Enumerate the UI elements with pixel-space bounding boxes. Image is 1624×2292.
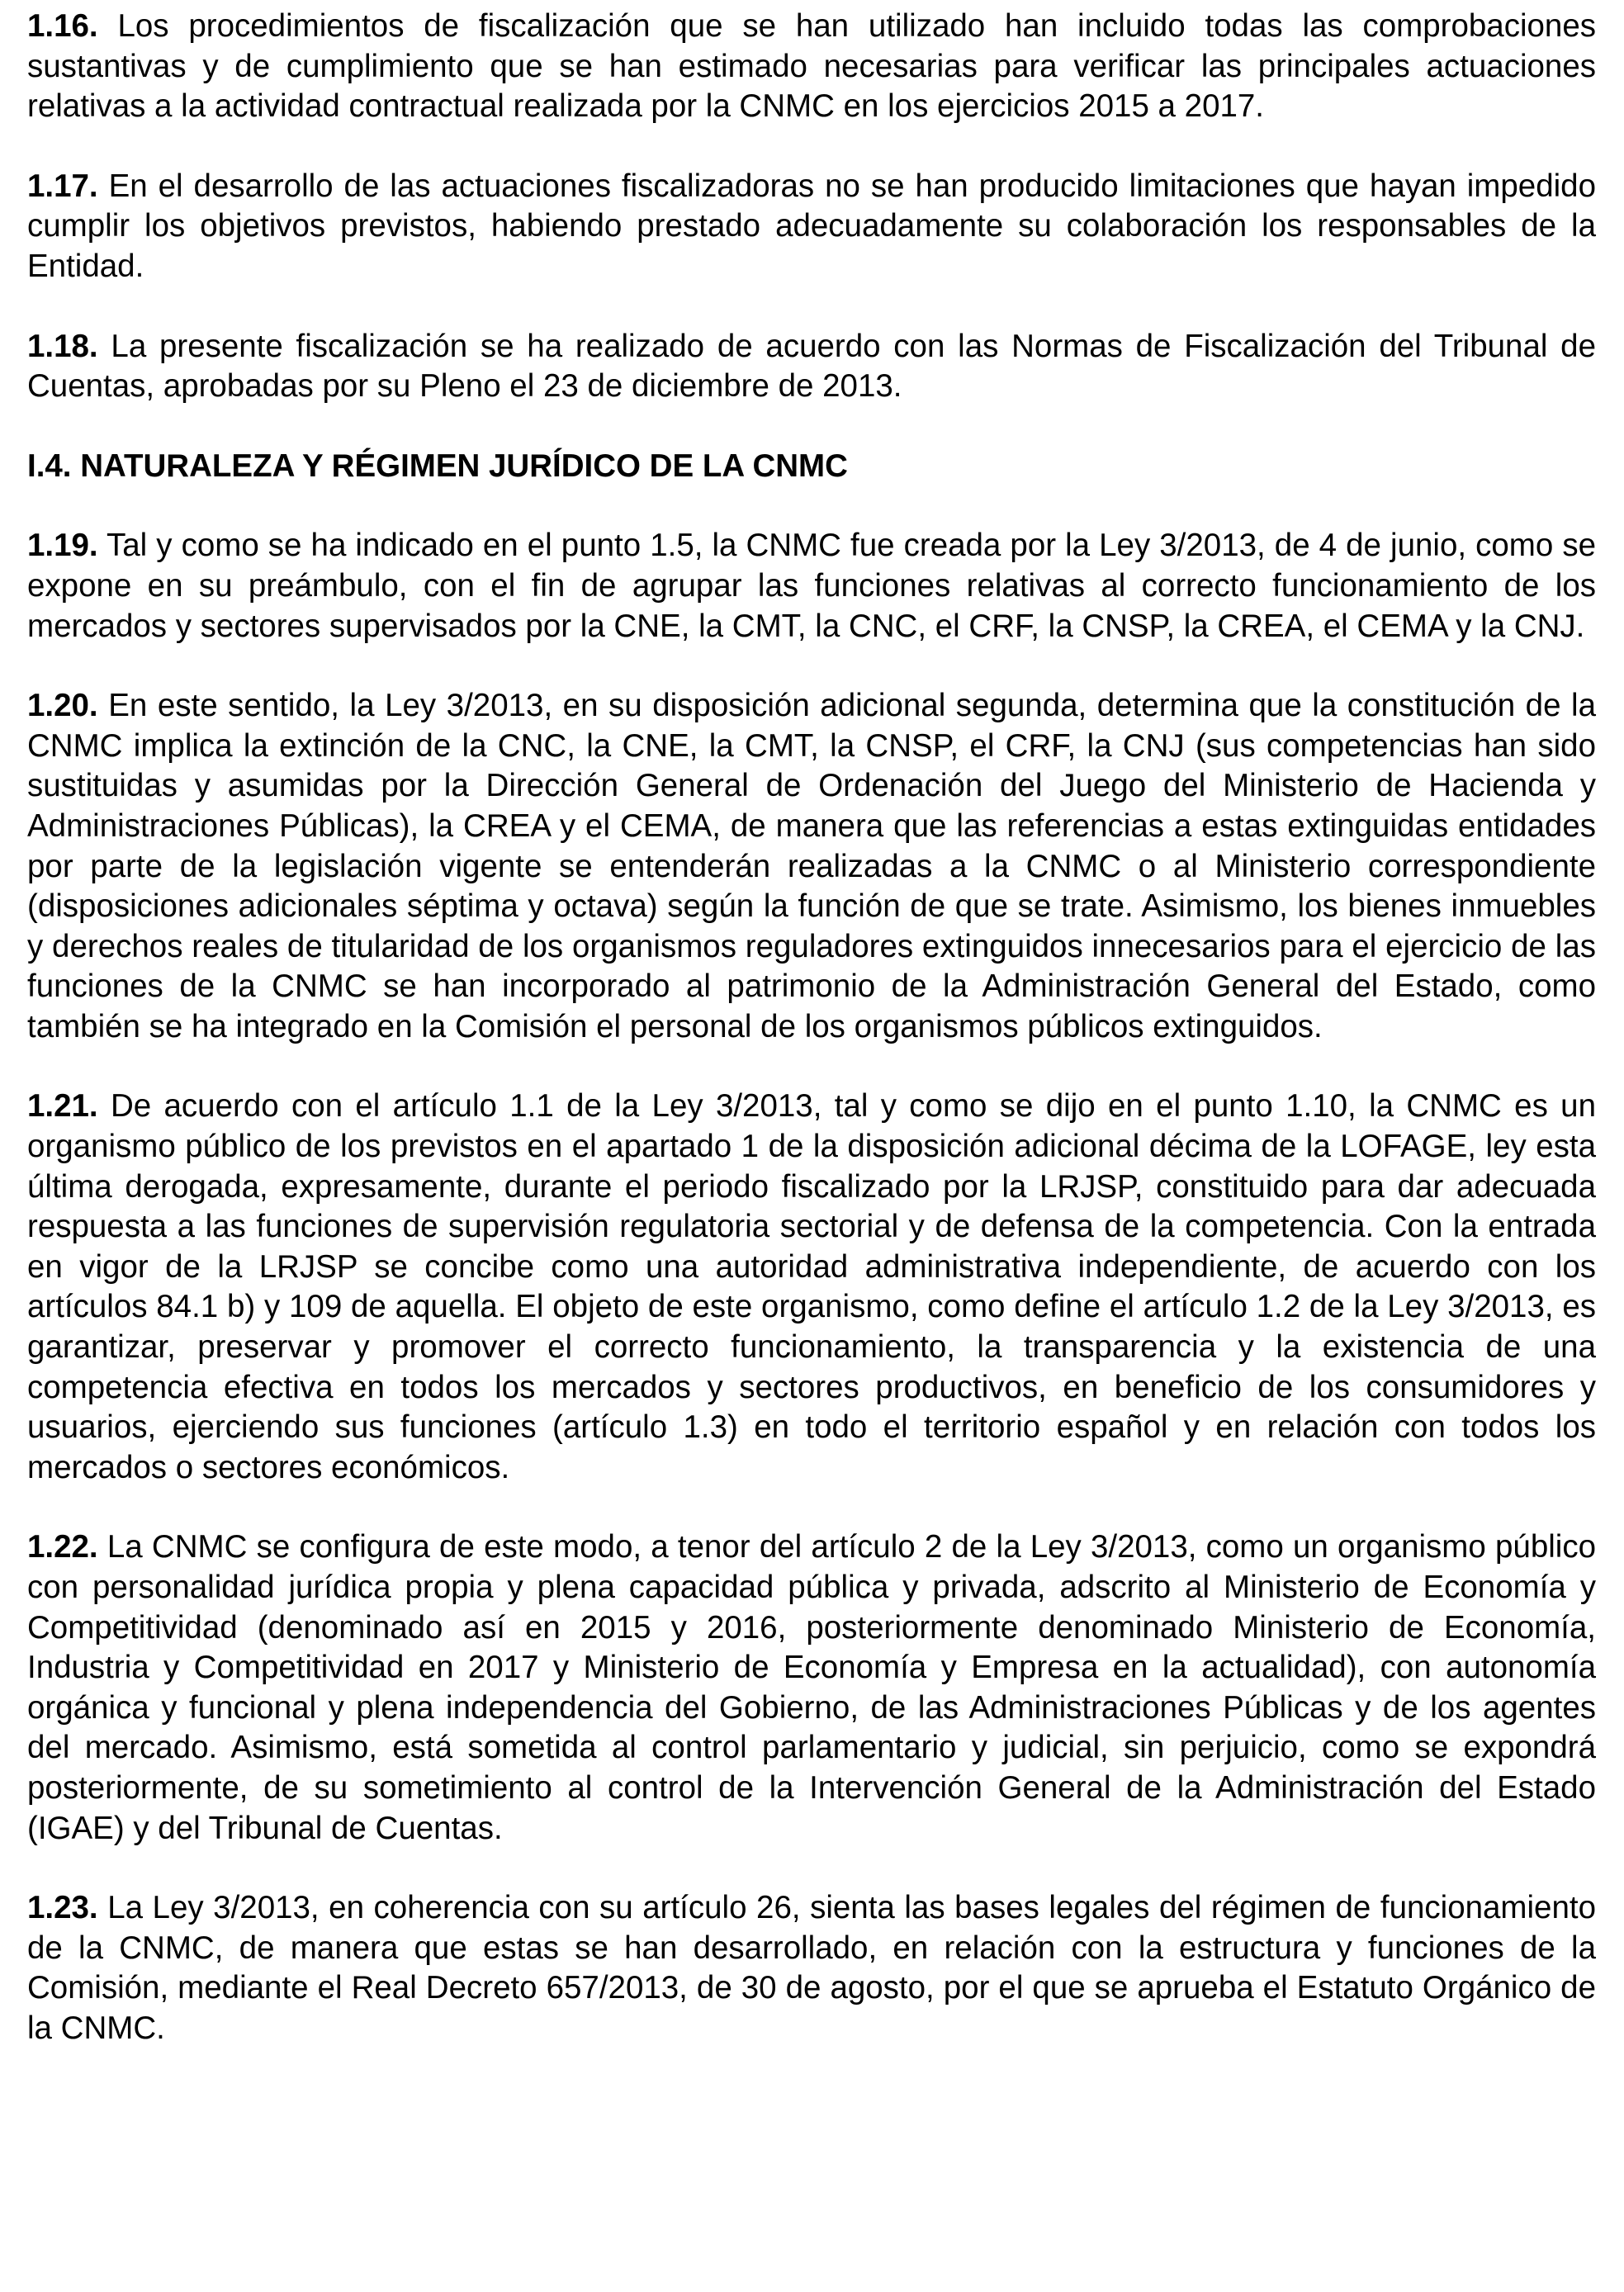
section-heading: I.4. NATURALEZA Y RÉGIMEN JURÍDICO DE LA CNMC: [27, 448, 848, 484]
paragraph-1-16: [27, 7, 1596, 127]
paragraph-number: 1.23.: [27, 1890, 98, 1926]
paragraph-1-20: [27, 686, 1596, 1047]
paragraph-number: 1.17.: [27, 168, 98, 204]
paragraph-number: 1.22.: [27, 1529, 98, 1565]
paragraph-number: 1.16.: [27, 8, 98, 44]
paragraph-text: En este sentido, la Ley 3/2013, en su disposición adicional segunda, determina que la constitución de la CNMC implica la extinción de la CNC, la CNE, la CMT, la CNSP, el CRF, la CNJ (sus competencias han sido sustituidas y asumidas por la Dirección General de Ordenación del Juego del Ministerio de Hacienda y Administraciones Públicas), la CREA y el CEMA, de manera que las referencias a estas extinguidas entidades por parte de la legislación vigente se entenderán realizadas a la CNMC o al Ministerio correspondiente (disposiciones adicionales séptima y octava) según la función de que se trate. Asimismo, los bienes inmuebles y derechos reales de titularidad de los organismos reguladores extinguidos innecesarios para el ejercicio de las funciones de la CNMC se han incorporado al patrimonio de la Administración General del Estado, como también se ha integrado en la Comisión el personal de los organismos públicos extinguidos.: [27, 688, 1597, 1044]
paragraph-1-19: [27, 526, 1596, 646]
paragraph-text: La presente fiscalización se ha realizado de acuerdo con las Normas de Fiscalización del Tribunal de Cuentas, aprobadas por su Pleno el 23 de diciembre de 2013.: [27, 328, 1597, 405]
paragraph-1-18: [27, 327, 1596, 407]
paragraph-text: Tal y como se ha indicado en el punto 1.5, la CNMC fue creada por la Ley 3/2013, de 4 de junio, como se expone en su preámbulo, con el fin de agrupar las funciones relativas al correcto funcionamiento de los mercados y sectores supervisados por la CNE, la CMT, la CNC, el CRF, la CNSP, la CREA, el CEMA y la CNJ.: [27, 528, 1596, 644]
paragraph-number: 1.20.: [27, 688, 98, 724]
paragraph-1-21: [27, 1087, 1596, 1488]
paragraph-text: Los procedimientos de fiscalización que se han utilizado han incluido todas las comprobaciones sustantivas y de cumplimiento que se han estimado necesarias para verificar las principales actuaciones relativas a la actividad contractual realizada por la CNMC en los ejercicios 2015 a 2017.: [27, 8, 1596, 125]
paragraph-text: De acuerdo con el artículo 1.1 de la Ley 3/2013, tal y como se dijo en el punto 1.10, la CNMC es un organismo público de los previstos en el apartado 1 de la disposición adicional décima de la LOFAGE, ley esta última derogada, expresamente, durante el periodo fiscalizado por la LRJSP, constituido para dar adecuada respuesta a las funciones de supervisión regulatoria sectorial y de defensa de la competencia. Con la entrada en vigor de la LRJSP se concibe como una autoridad administrativa independiente, de acuerdo con los artículos 84.1 b) y 109 de aquella. El objeto de este organismo, como define el artículo 1.2 de la Ley 3/2013, es garantizar, preservar y promover el correcto funcionamiento, la transparencia y la existencia de una competencia efectiva en todos los mercados y sectores productivos, en beneficio de los consumidores y usuarios, ejerciendo sus funciones (artículo 1.3) en todo el territorio español y en relación con todos los mercados o sectores económicos.: [27, 1088, 1596, 1485]
paragraph-1-23: [27, 1888, 1596, 2048]
paragraph-text: La CNMC se configura de este modo, a tenor del artículo 2 de la Ley 3/2013, como un organismo público con personalidad jurídica propia y plena capacidad pública y privada, adscrito al Ministerio de Economía y Competitividad (denominado así en 2015 y 2016, posteriormente denominado Ministerio de Economía, Industria y Competitividad en 2017 y Ministerio de Economía y Empresa en la actualidad), con autonomía orgánica y funcional y plena independencia del Gobierno, de las Administraciones Públicas y de los agentes del mercado. Asimismo, está sometida al control parlamentario y judicial, sin perjuicio, como se expondrá posteriormente, de su sometimiento al control de la Intervención General de la Administración del Estado (IGAE) y del Tribunal de Cuentas.: [27, 1529, 1596, 1846]
paragraph-number: 1.19.: [27, 528, 98, 564]
paragraph-number: 1.18.: [27, 328, 98, 364]
paragraph-text: La Ley 3/2013, en coherencia con su artículo 26, sienta las bases legales del régimen de funcionamiento de la CNMC, de manera que estas se han desarrollado, en relación con la estructura y funciones de la Comisión, mediante el Real Decreto 657/2013, de 30 de agosto, por el que se aprueba el Estatuto Orgánico de la CNMC.: [27, 1890, 1596, 2046]
paragraph-1-22: [27, 1527, 1596, 1849]
document-page: [27, 7, 1596, 2089]
paragraph-number: 1.21.: [27, 1088, 98, 1125]
paragraph-text: En el desarrollo de las actuaciones fiscalizadoras no se han producido limitaciones que hayan impedido cumplir los objetivos previstos, habiendo prestado adecuadamente su colaboración los responsables de la Entidad.: [27, 168, 1596, 284]
paragraph-1-17: [27, 167, 1596, 287]
